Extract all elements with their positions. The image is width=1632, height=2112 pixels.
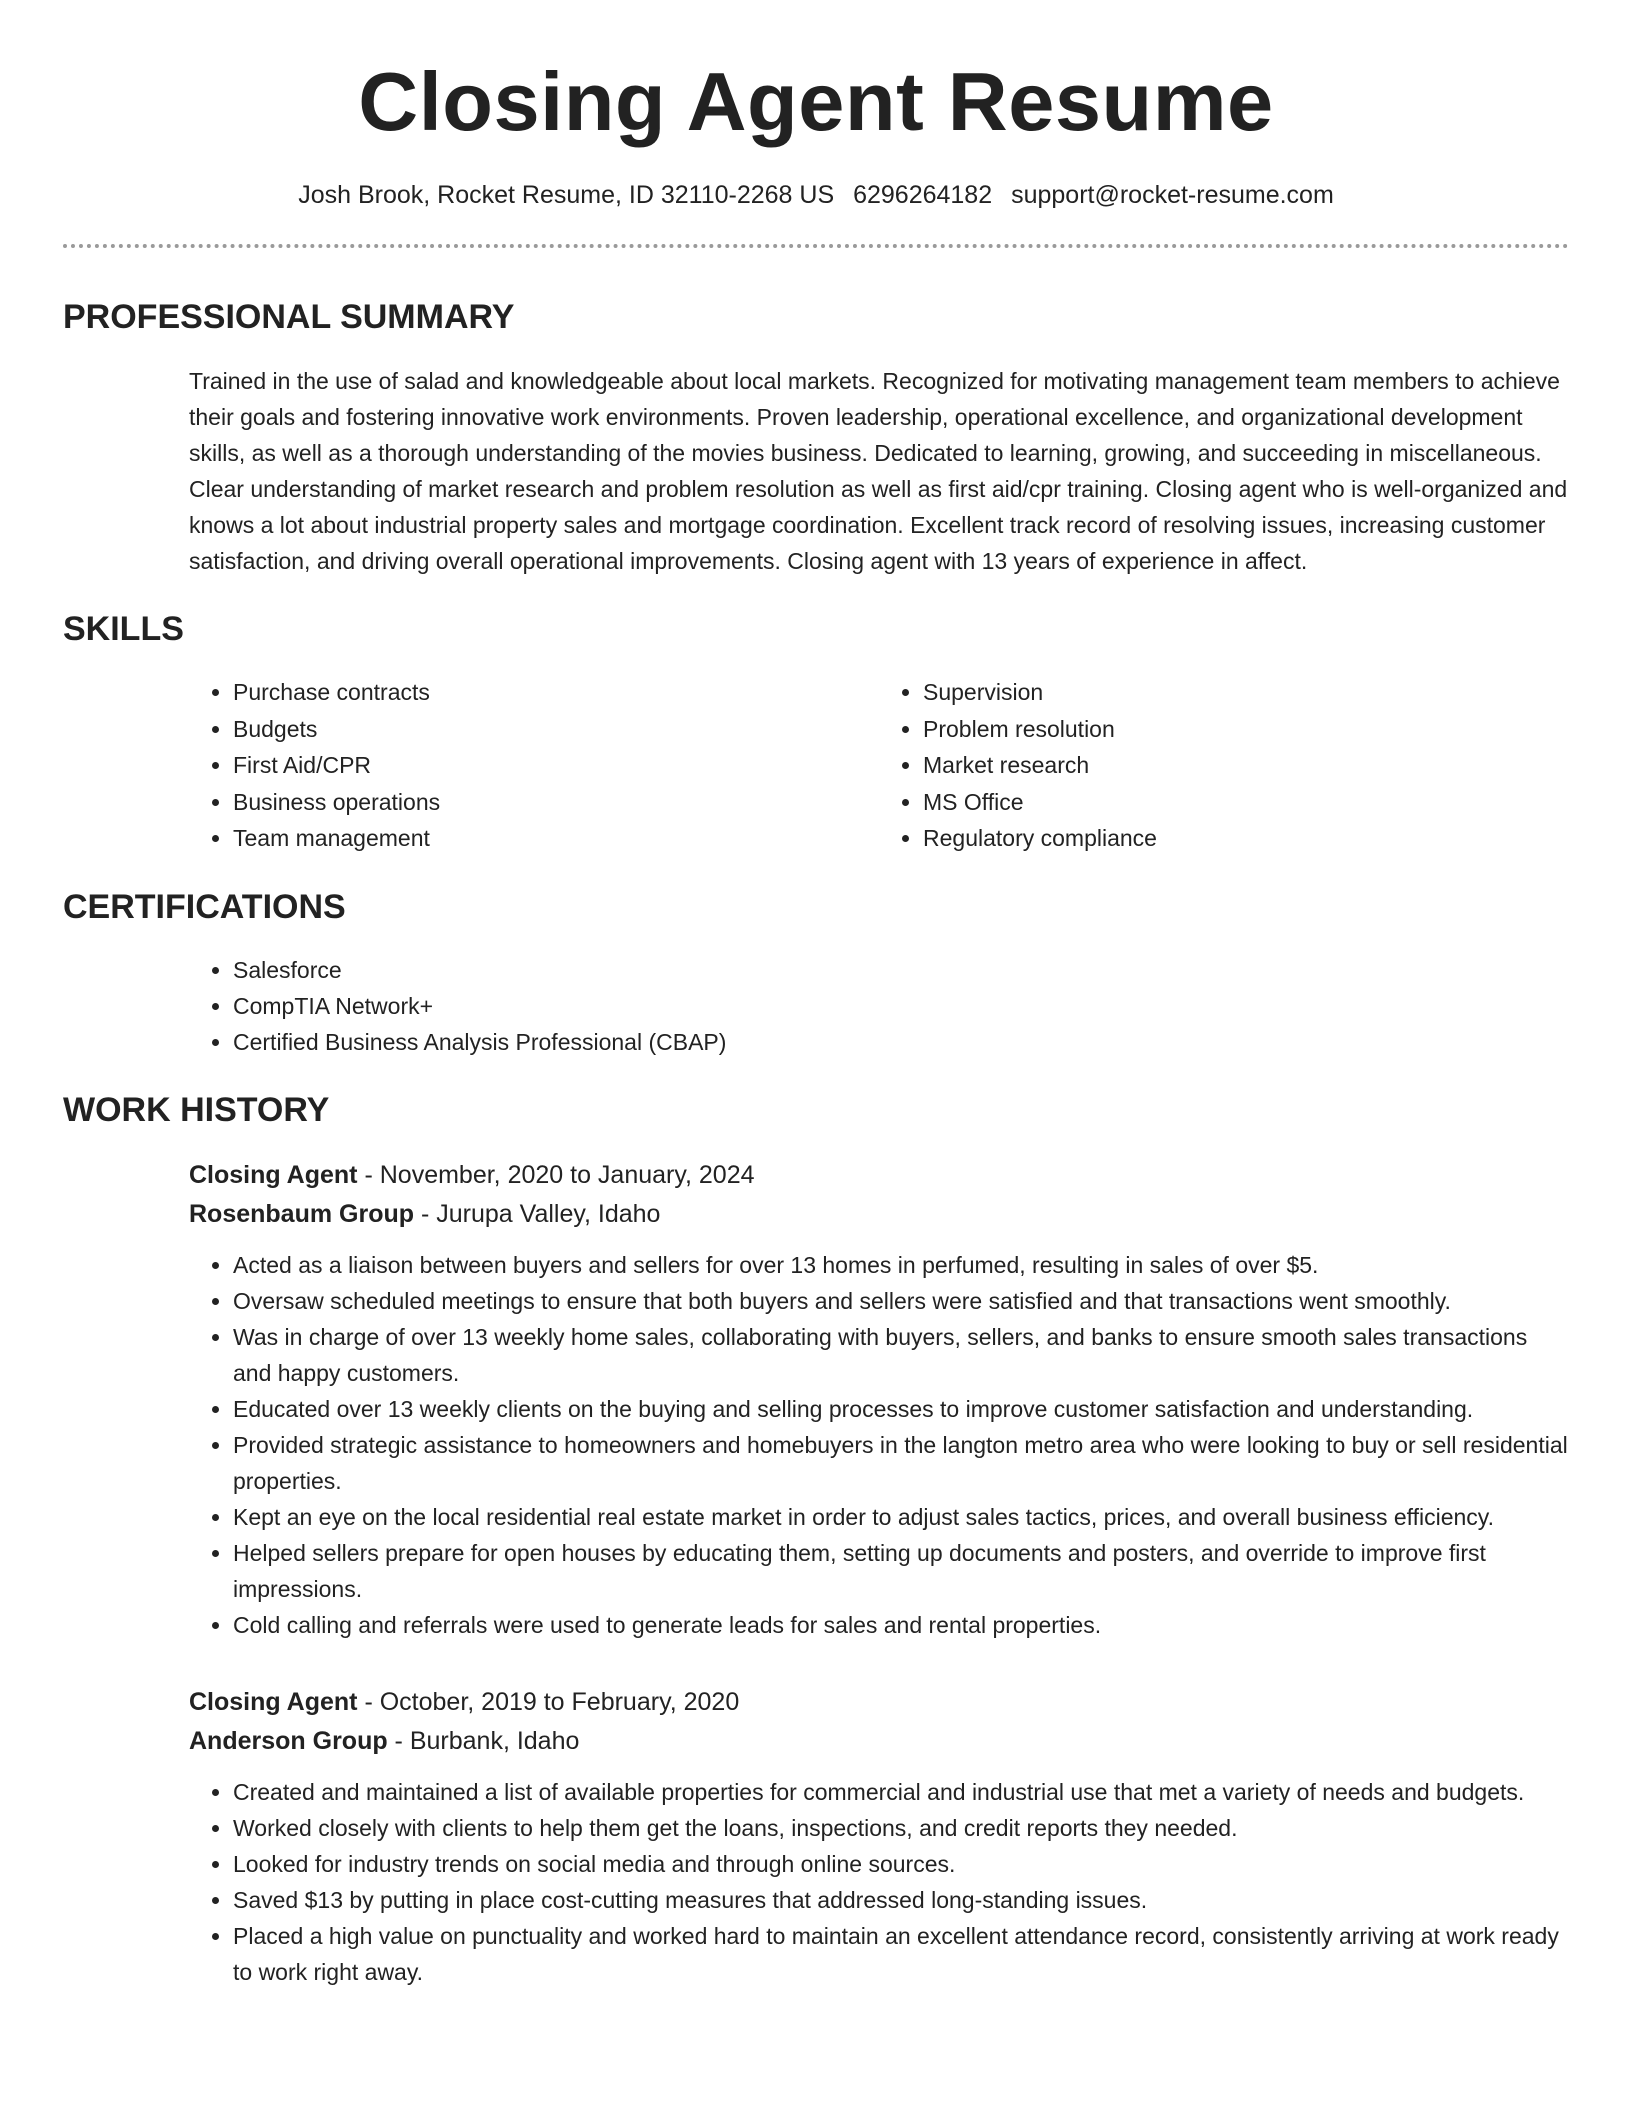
skills-column-left: [189, 674, 879, 857]
job-title: Closing Agent: [189, 1687, 358, 1716]
skills-column-right: [879, 674, 1569, 857]
job-dates: - November, 2020 to January, 2024: [357, 1160, 755, 1189]
skill-item: • Purchase contracts: [233, 674, 879, 711]
duty-item: • Looked for industry trends on social media and through online sources.: [233, 1846, 1569, 1882]
certification-item: • CompTIA Network+: [233, 988, 1569, 1024]
duty-item: • Cold calling and referrals were used to generate leads for sales and rental properties.: [233, 1607, 1569, 1643]
skill-item: • Problem resolution: [923, 711, 1569, 748]
contact-phone: 6296264182: [853, 181, 993, 209]
skill-item: • Team management: [233, 820, 879, 857]
duty-item: • Was in charge of over 13 weekly home sales, collaborating with buyers, sellers, and banks to ensure smooth sales transactions and happy customers.: [233, 1319, 1569, 1391]
duty-item: • Educated over 13 weekly clients on the buying and selling processes to improve customer satisfaction and understanding.: [233, 1391, 1569, 1427]
duty-item: • Oversaw scheduled meetings to ensure that both buyers and sellers were satisfied and that transactions went smoothly.: [233, 1283, 1569, 1319]
contact-address: Josh Brook, Rocket Resume, ID 32110-2268 US: [298, 181, 835, 209]
summary-text: Trained in the use of salad and knowledgeable about local markets. Recognized for motivating management team members to achieve their goals and fostering innovative work environments. Proven leadership, operational excellence, and organizational development skills, as well as a thorough understanding of the movies business. Dedicated to learning, growing, and succeeding in miscellaneous. Clear understanding of market research and problem resolution as well as first aid/cpr training. Closing agent who is well-organized and knows a lot about industrial property sales and mortgage coordination. Excellent track record of resolving issues, increasing customer satisfaction, and driving overall operational improvements. Closing agent with 13 years of experience in affect.: [189, 368, 1568, 574]
job-title-line: [189, 1683, 1569, 1722]
duty-item: • Helped sellers prepare for open houses by educating them, setting up documents and posters, and override to improve first impressions.: [233, 1535, 1569, 1607]
skills-list: [189, 674, 1569, 857]
job-duties: [189, 1774, 1569, 1990]
duty-item: • Provided strategic assistance to homeowners and homebuyers in the langton metro area who were looking to buy or sell residential properties.: [233, 1427, 1569, 1499]
certifications-list: [189, 952, 1569, 1060]
duty-item: • Created and maintained a list of available properties for commercial and industrial use that met a variety of needs and budgets.: [233, 1774, 1569, 1810]
job-entry: [189, 1683, 1569, 1990]
skills-heading: SKILLS: [63, 610, 184, 648]
certification-item: • Certified Business Analysis Professional (CBAP): [233, 1024, 1569, 1060]
skill-item: • Regulatory compliance: [923, 820, 1569, 857]
contact-email: support@rocket-resume.com: [1011, 181, 1334, 209]
work-history-heading: WORK HISTORY: [63, 1090, 330, 1129]
skill-item: • First Aid/CPR: [233, 747, 879, 784]
duty-item: • Saved $13 by putting in place cost-cutting measures that addressed long-standing issues.: [233, 1882, 1569, 1918]
job-company-line: [189, 1195, 1569, 1234]
job-location: - Burbank, Idaho: [387, 1726, 580, 1755]
skill-item: • Budgets: [233, 711, 879, 748]
summary-heading: PROFESSIONAL SUMMARY: [63, 298, 515, 336]
job-entry: [189, 1156, 1569, 1643]
resume-title: Closing Agent Resume: [358, 55, 1274, 148]
duty-item: • Acted as a liaison between buyers and sellers for over 13 homes in perfumed, resulting in sales of over $5.: [233, 1247, 1569, 1283]
duty-item: • Kept an eye on the local residential real estate market in order to adjust sales tactics, prices, and overall business efficiency.: [233, 1499, 1569, 1535]
header-divider: [63, 244, 1569, 248]
skill-item: • Supervision: [923, 674, 1569, 711]
duty-item: • Worked closely with clients to help them get the loans, inspections, and credit reports they needed.: [233, 1810, 1569, 1846]
certification-item: • Salesforce: [233, 952, 1569, 988]
job-title: Closing Agent: [189, 1160, 358, 1189]
job-title-line: [189, 1156, 1569, 1195]
job-company: Rosenbaum Group: [189, 1199, 415, 1228]
skill-item: • Market research: [923, 747, 1569, 784]
certifications-heading: CERTIFICATIONS: [63, 887, 346, 926]
job-company: Anderson Group: [189, 1726, 388, 1755]
job-duties: [189, 1247, 1569, 1643]
job-location: - Jurupa Valley, Idaho: [414, 1199, 661, 1228]
skill-item: • MS Office: [923, 784, 1569, 821]
skill-item: • Business operations: [233, 784, 879, 821]
job-company-line: [189, 1722, 1569, 1761]
duty-item: • Placed a high value on punctuality and worked hard to maintain an excellent attendance record, consistently arriving at work ready to work right away.: [233, 1918, 1569, 1990]
job-dates: - October, 2019 to February, 2020: [357, 1687, 740, 1716]
contact-line: [63, 178, 1569, 212]
